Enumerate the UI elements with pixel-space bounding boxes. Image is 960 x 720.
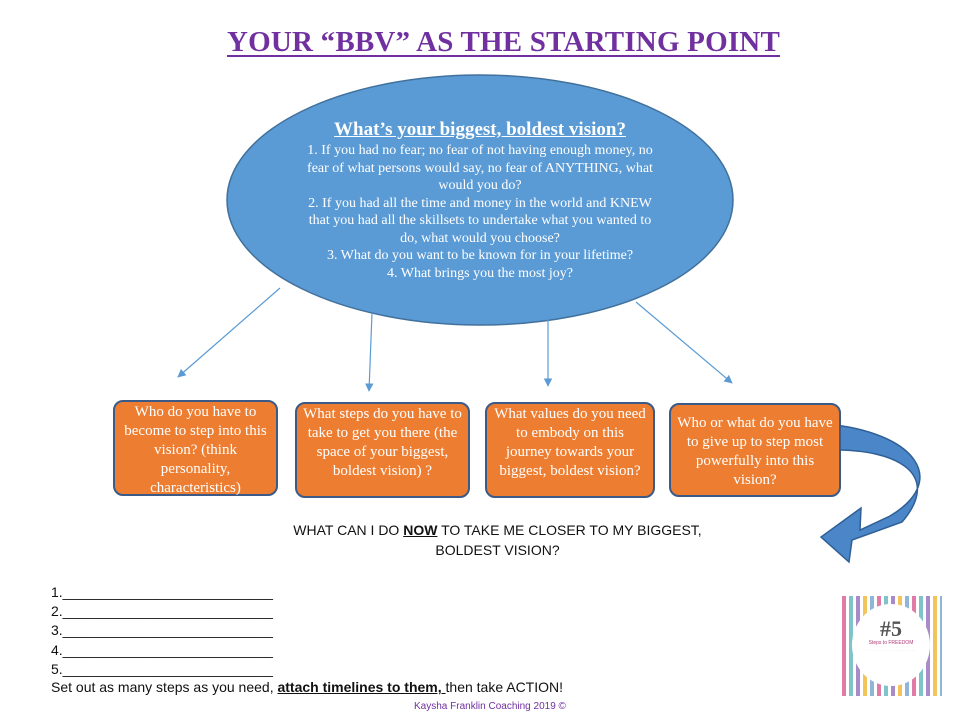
step-line-4[interactable]: 4.___________________________ (51, 641, 273, 658)
instruction-line (51, 679, 563, 695)
action-prompt (260, 520, 735, 560)
step-line-2[interactable]: 2.___________________________ (51, 603, 273, 620)
box-become (113, 400, 278, 496)
vision-oval-text (300, 118, 660, 282)
box-give-up (669, 403, 841, 497)
box-steps-text: What steps do you have to take to get you there (the space of your biggest, boldest vision) ? (303, 406, 462, 479)
book-cover-thumbnail (842, 596, 942, 696)
box-values (485, 402, 655, 498)
vision-heading: What’s your biggest, boldest vision? (334, 119, 626, 140)
vision-question-4: 4. What brings you the most joy? (387, 265, 573, 281)
steps-list (51, 583, 273, 679)
arrow-to-box-2 (369, 313, 372, 391)
step-line-3[interactable]: 3.___________________________ (51, 622, 273, 639)
vision-question-1: 1. If you had no fear; no fear of not having enough money, no fear of what persons would say, no fear of ANYTHING, what would you do? (307, 143, 653, 193)
page-title: YOUR “BBV” AS THE STARTING POINT (226, 26, 780, 58)
box-become-text: Who do you have to become to step into this vision? (think personality, characteristics) (124, 404, 267, 496)
vision-question-3: 3. What do you want to be known for in your lifetime? (326, 248, 634, 263)
vision-question-2: 2. If you had all the time and money in the world and KNEW that you had all the skillsets to undertake what you wanted to do, what would you choose? (308, 195, 652, 246)
book-subtitle: Steps to FREEDOM (868, 640, 914, 646)
box-values-text: What values do you need to embody on this journey towards your biggest, boldest vision? (494, 406, 646, 479)
step-line-5[interactable]: 5.___________________________ (51, 660, 273, 677)
book-cover-badge (852, 604, 930, 686)
book-cover-fine-print: · · · · · · · · · · · · · · · · · · · · · · · · · · · (866, 648, 916, 652)
prompt-text-start: WHAT CAN I DO (293, 522, 404, 538)
copyright-credit: Kaysha Franklin Coaching 2019 © (414, 701, 566, 712)
instruction-start: Set out as many steps as you need, (51, 679, 278, 695)
box-give-up-text: Who or what do you have to give up to step most powerfully into this vision? (677, 415, 833, 488)
prompt-now: NOW (403, 522, 438, 538)
arrow-to-box-4 (636, 302, 732, 383)
prompt-text-end: TO TAKE ME CLOSER TO MY BIGGEST, BOLDEST VISION? (435, 522, 702, 558)
box-steps (295, 402, 470, 498)
arrow-to-box-1 (178, 288, 280, 377)
step-line-1[interactable]: 1.___________________________ (51, 584, 273, 600)
instruction-end: then take ACTION! (445, 679, 564, 695)
book-number: #5 (880, 616, 902, 641)
instruction-emphasis: attach timelines to them, (277, 679, 446, 695)
